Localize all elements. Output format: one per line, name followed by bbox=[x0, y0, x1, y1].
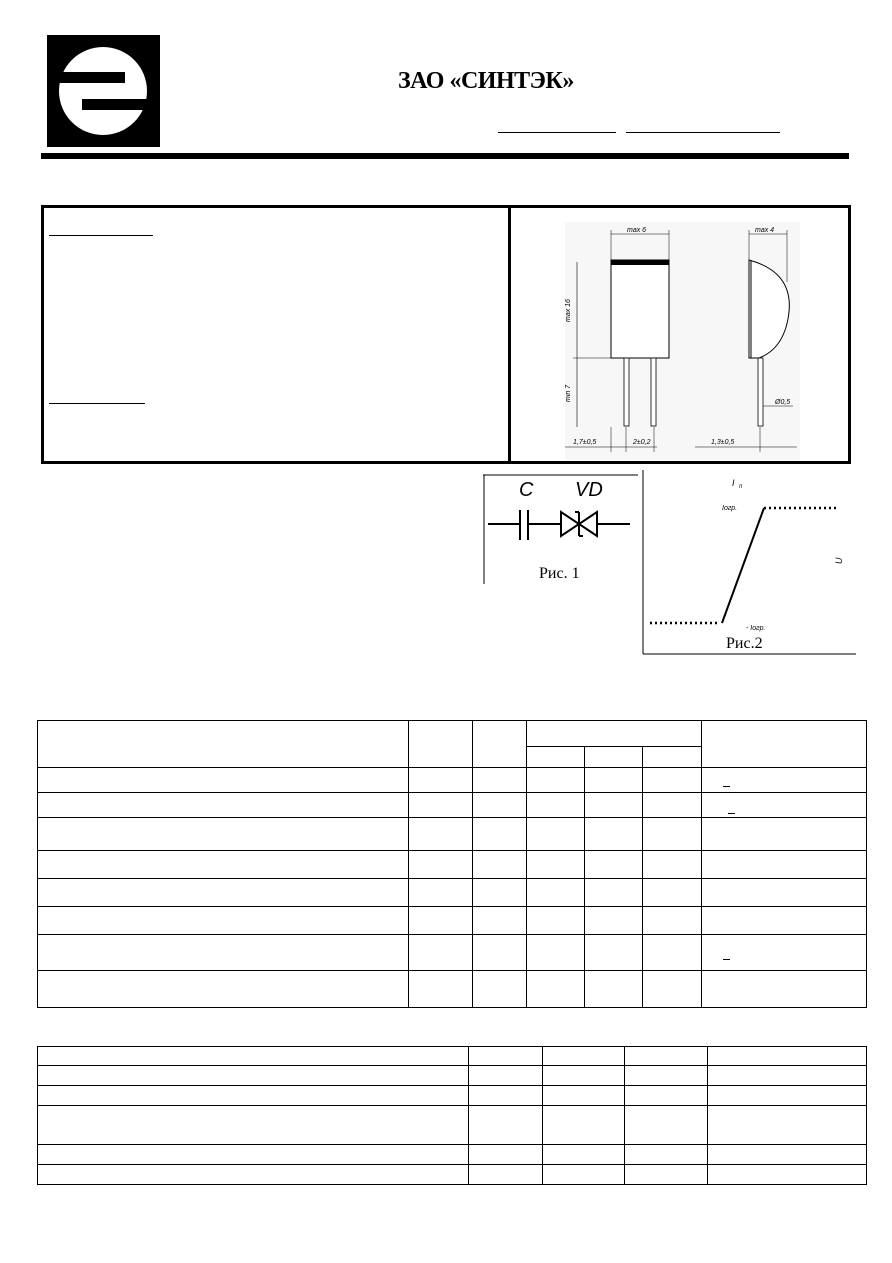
table-header-cell bbox=[526, 721, 701, 747]
current-axis-subscript: п bbox=[739, 484, 743, 490]
figure-2-caption: Рис.2 bbox=[726, 635, 763, 652]
table-header-row bbox=[38, 1047, 867, 1066]
table-header-cell bbox=[584, 746, 642, 767]
table-header-row bbox=[38, 721, 867, 747]
iogr-negative-label: - Iогр. bbox=[746, 625, 766, 632]
voltage-axis-label: U bbox=[834, 557, 844, 564]
dim-lead-pitch-left: 1,7±0,5 bbox=[573, 439, 597, 446]
table-row bbox=[38, 851, 867, 879]
iogr-positive-label: Iогр. bbox=[722, 505, 738, 512]
table-header-cell bbox=[642, 746, 701, 767]
diode-label: VD bbox=[575, 479, 603, 501]
dim-side-offset: 1,3±0,5 bbox=[711, 439, 735, 446]
table-header-cell bbox=[472, 721, 526, 768]
table-header-cell bbox=[701, 721, 866, 768]
table-row bbox=[38, 1165, 867, 1185]
table-row bbox=[38, 935, 867, 971]
header-rule bbox=[41, 153, 849, 159]
current-axis-label: I bbox=[732, 478, 735, 488]
figure-1-caption: Рис. 1 bbox=[539, 565, 580, 582]
section-heading-underline bbox=[49, 403, 145, 404]
figure-2-characteristic bbox=[642, 470, 856, 655]
logo-s-icon bbox=[47, 35, 160, 147]
table-row bbox=[38, 818, 867, 851]
table-header-cell bbox=[526, 746, 584, 767]
dim-lead-dia: Ø0,5 bbox=[775, 399, 791, 406]
table-header-cell bbox=[409, 721, 472, 768]
minus-mark bbox=[723, 786, 730, 787]
table-row bbox=[38, 1145, 867, 1165]
date-line bbox=[626, 132, 780, 133]
table-row bbox=[38, 879, 867, 907]
dim-lead-pitch: 2±0,2 bbox=[633, 439, 651, 446]
table-row bbox=[38, 1066, 867, 1086]
limits-table bbox=[37, 1046, 867, 1185]
dim-lead-length: min 7 bbox=[565, 384, 572, 402]
table-row bbox=[38, 1106, 867, 1145]
table-header-cell bbox=[38, 721, 409, 768]
panel-divider bbox=[508, 205, 511, 464]
company-logo bbox=[47, 35, 160, 147]
signature-line bbox=[498, 132, 616, 133]
package-outline-drawing bbox=[565, 222, 800, 460]
table-row bbox=[38, 793, 867, 818]
table-row bbox=[38, 971, 867, 1008]
table-row bbox=[38, 1086, 867, 1106]
minus-mark bbox=[723, 959, 730, 960]
table-row bbox=[38, 768, 867, 793]
company-name: ЗАО «СИНТЭК» bbox=[398, 68, 574, 94]
minus-mark bbox=[728, 813, 735, 814]
dim-body-height: max 16 bbox=[565, 299, 572, 322]
dim-width-front: max 6 bbox=[627, 227, 647, 234]
parameters-table bbox=[37, 720, 867, 1008]
table-row bbox=[38, 907, 867, 935]
section-heading-underline bbox=[49, 235, 153, 236]
capacitor-label: C bbox=[519, 479, 534, 501]
dim-width-side: max 4 bbox=[755, 227, 775, 234]
figure-1-schematic bbox=[483, 474, 638, 584]
